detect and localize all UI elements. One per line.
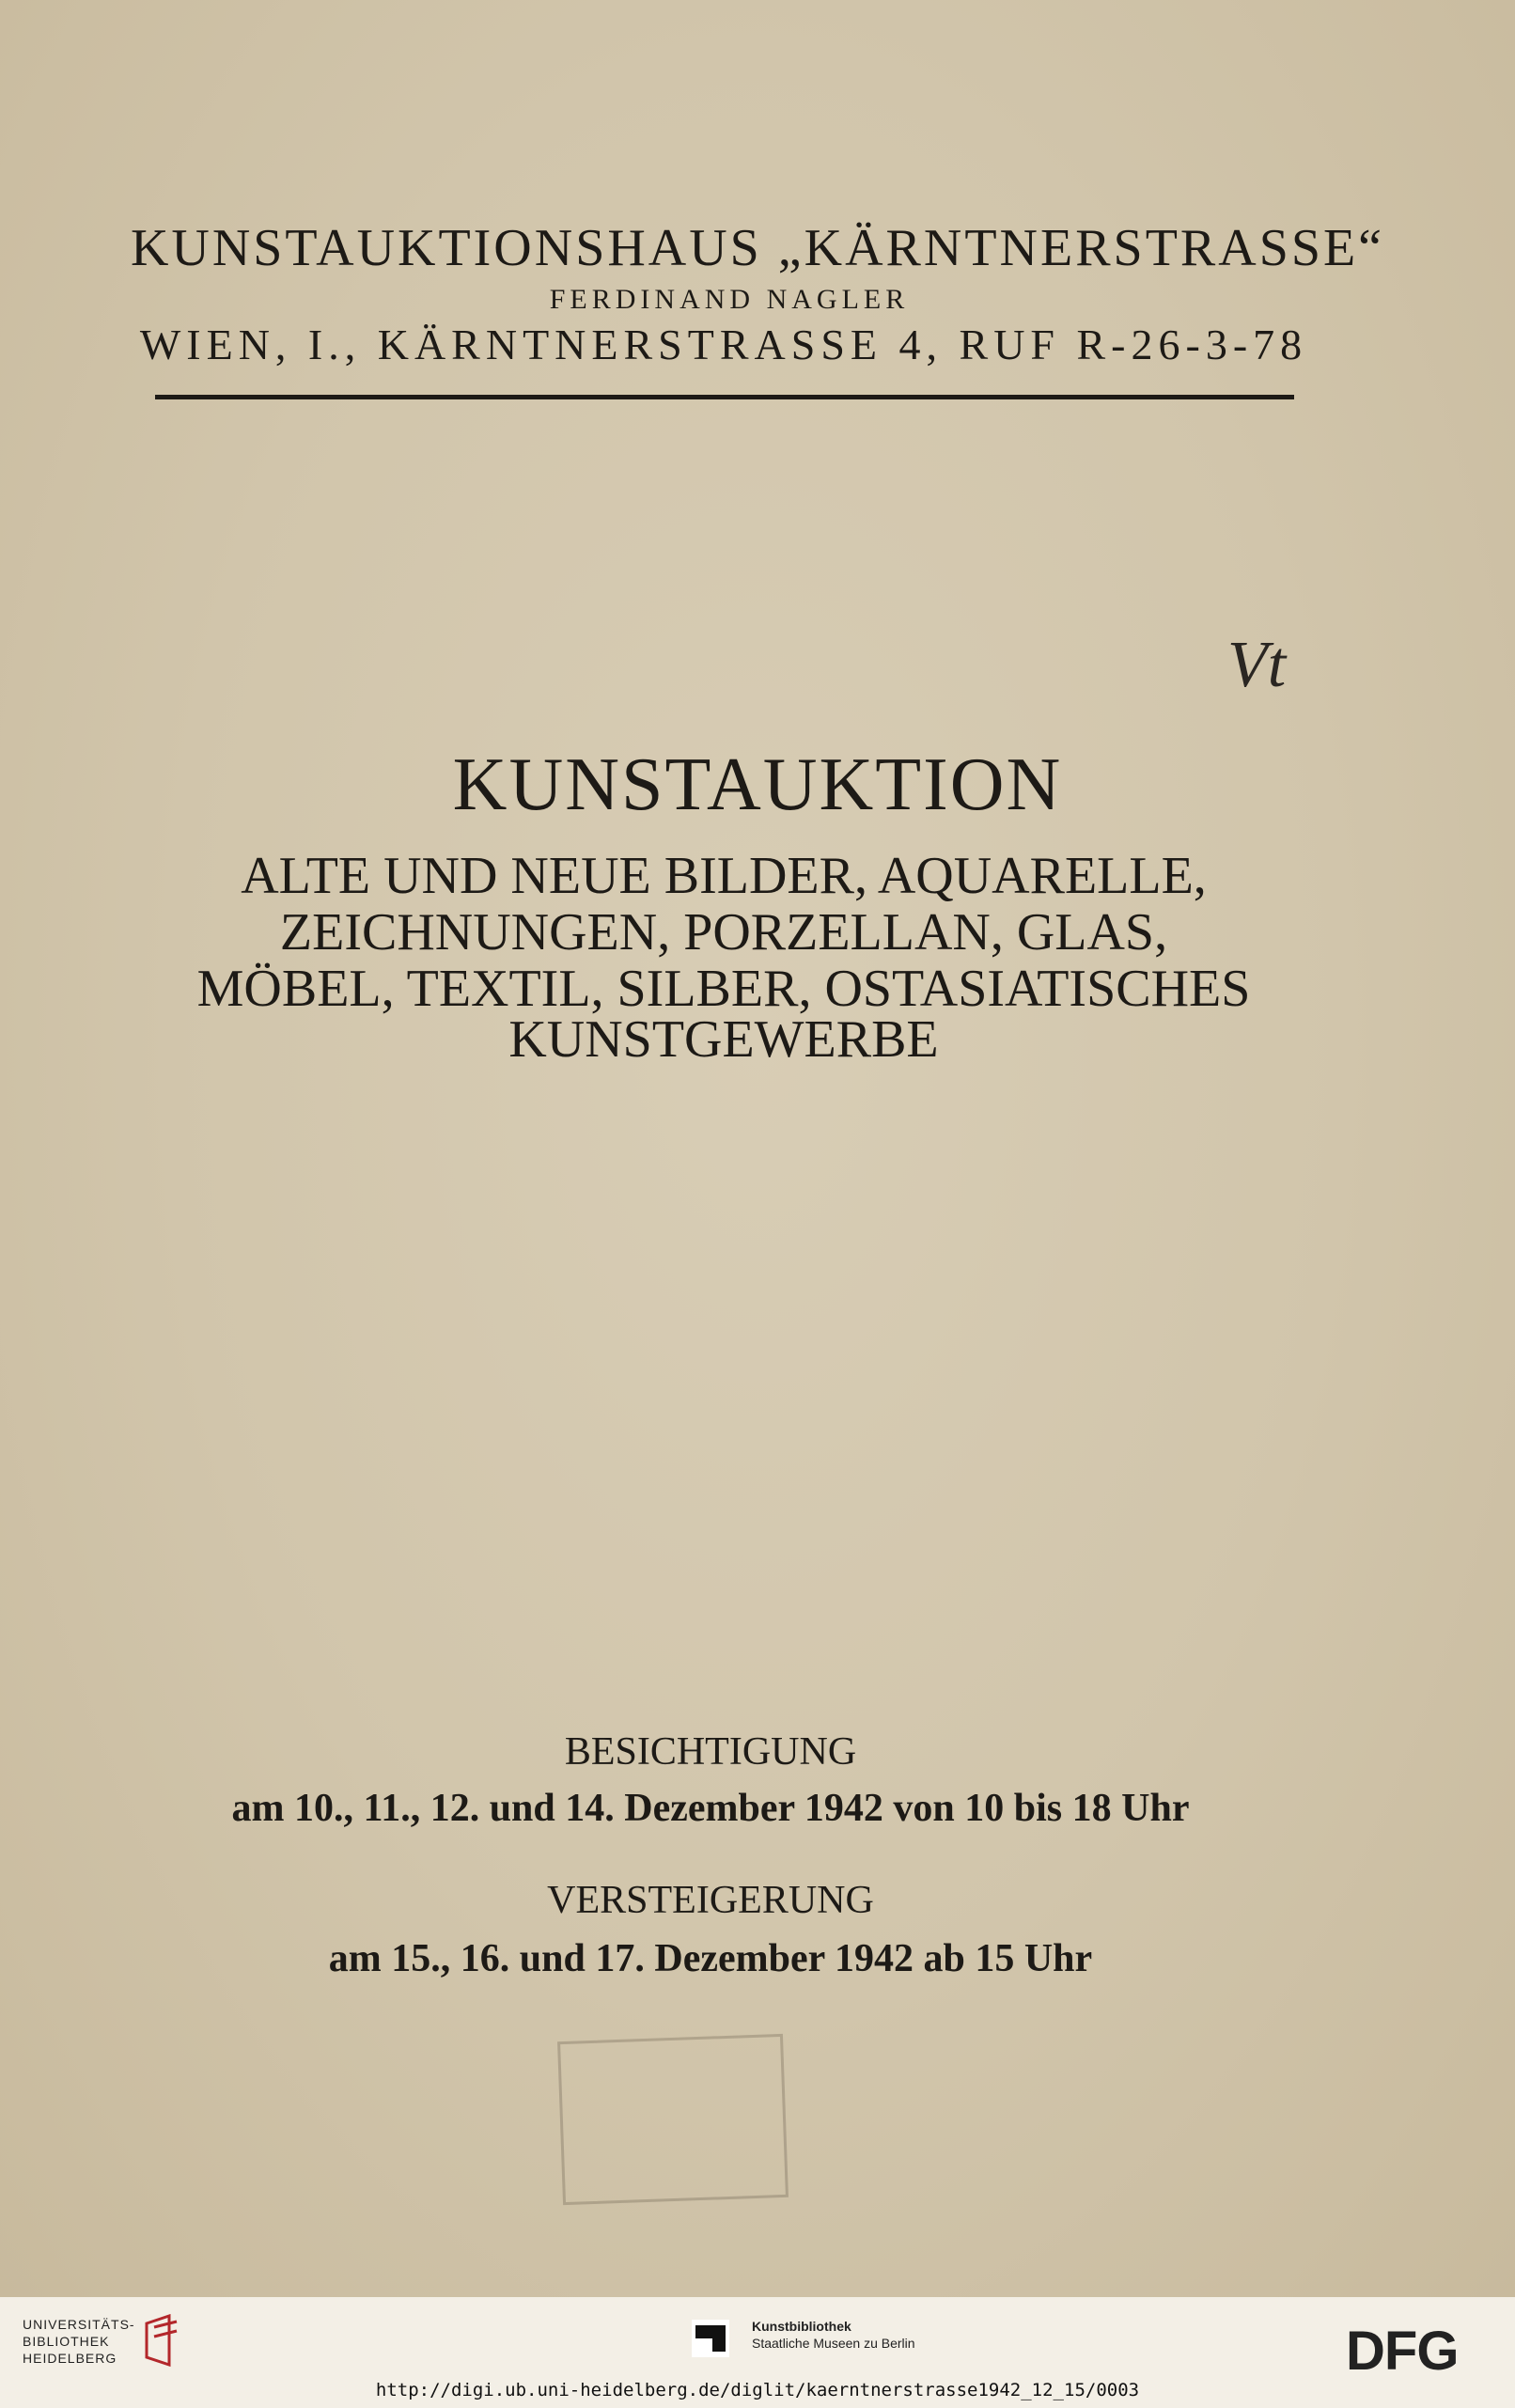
permalink-url[interactable]: http://digi.ub.uni-heidelberg.de/diglit/kaerntnerstrasse1942_12_15/0003 (375, 2380, 1140, 2400)
subtitle-line: MÖBEL, TEXTIL, SILBER, OSTASIATISCHES (196, 960, 1251, 1018)
handwritten-mark: Vt (1227, 629, 1287, 701)
auction-dates: am 15., 16. und 17. Dezember 1942 ab 15 Uhr (328, 1937, 1093, 1980)
viewing-dates: am 10., 11., 12. und 14. Dezember 1942 von 10 bis 18 Uhr (231, 1787, 1190, 1830)
university-label: UNIVERSITÄTS- BIBLIOTHEK HEIDELBERG (23, 2317, 135, 2366)
owner-name: FERDINAND NAGLER (549, 284, 910, 315)
dfg-logo: DFG (1346, 2321, 1459, 2382)
viewing-heading: BESICHTIGUNG (564, 1730, 857, 1774)
kunstbibliothek-logo-icon (692, 2320, 729, 2357)
subtitle-line: ZEICHNUNGEN, PORZELLAN, GLAS, (279, 903, 1168, 962)
auction-heading: VERSTEIGERUNG (547, 1879, 874, 1922)
auction-house-name: KUNSTAUKTIONSHAUS „KÄRNTNERSTRASSE“ (130, 219, 1385, 277)
faded-stamp (557, 2034, 789, 2205)
subtitle-line: ALTE UND NEUE BILDER, AQUARELLE, (241, 847, 1207, 905)
university-logo-icon (141, 2314, 182, 2367)
address-line: WIEN, I., KÄRNTNERSTRASSE 4, RUF R-26-3-78 (139, 321, 1308, 368)
catalog-title: KUNSTAUKTION (452, 743, 1063, 826)
viewer-footer (0, 2297, 1515, 2408)
kunstbibliothek-label: Kunstbibliothek Staatliche Museen zu Berlin (752, 2319, 915, 2351)
header-rule (155, 395, 1294, 399)
subtitle-line: KUNSTGEWERBE (508, 1010, 939, 1069)
